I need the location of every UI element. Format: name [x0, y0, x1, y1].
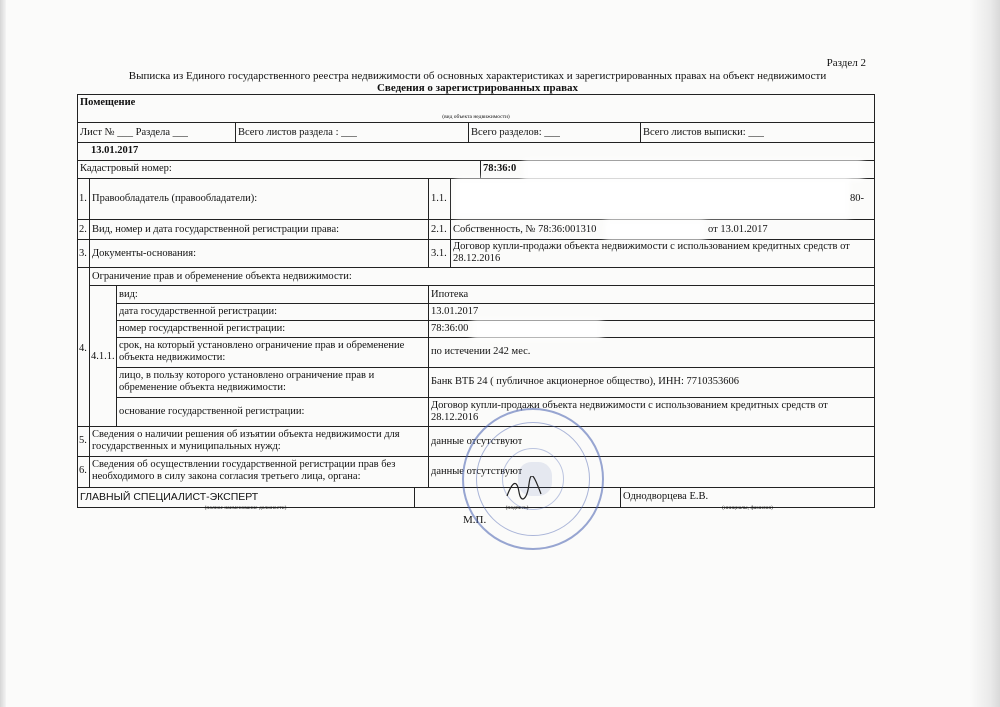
- row-4-sub-number: 4.1.1.: [91, 351, 115, 362]
- extract-date: 13.01.2017: [91, 145, 139, 156]
- encumbrance-item-label: номер государственной регистрации:: [119, 323, 286, 334]
- encumbrance-item-label: вид:: [119, 289, 138, 300]
- documents-label: Документы-основания:: [92, 248, 197, 259]
- registration-date: от 13.01.2017: [708, 224, 768, 235]
- seizure-label: Сведения о наличии решения об изъятии объекта недвижимости для государственных и муниципальных нужд:: [92, 429, 400, 452]
- encumbrance-item-label: лицо, в пользу которого установлено ограничение прав и обременение объекта недвижимости:: [119, 370, 375, 393]
- signature-scribble: [505, 476, 545, 502]
- object-type: Помещение: [80, 97, 136, 108]
- signature-caption: (подпись): [505, 505, 529, 511]
- encumbrance-item-value: 78:36:00: [431, 323, 469, 334]
- consent-value: данные отсутствуют: [431, 466, 523, 477]
- row-2-sub-number: 2.1.: [431, 224, 447, 235]
- row-2-number: 2.: [79, 224, 87, 235]
- object-type-caption: (вид объекта недвижимости): [442, 114, 510, 120]
- section-number: Раздел 2: [826, 57, 866, 69]
- sheet-of-section: Лист № ___ Раздела ___: [80, 127, 189, 138]
- redaction: [528, 164, 858, 176]
- scan-edge-left: [0, 0, 6, 707]
- rights-holder-value-tail: 80-: [850, 193, 864, 204]
- total-sections: Всего разделов: ___: [471, 127, 560, 138]
- scan-edge-right: [970, 0, 1000, 707]
- encumbrance-item-label: дата государственной регистрации:: [119, 306, 278, 317]
- registration-label: Вид, номер и дата государственной регистрации права:: [92, 224, 340, 235]
- seal-label: М.П.: [463, 514, 487, 526]
- encumbrance-item-value: Договор купли-продажи объекта недвижимости с использованием кредитных средств от 28.12.2016: [431, 400, 828, 423]
- cadastral-label: Кадастровый номер:: [80, 163, 172, 174]
- total-section-sheets: Всего листов раздела : ___: [238, 127, 357, 138]
- redaction: [610, 224, 700, 236]
- name-caption: (инициалы, фамилия): [722, 505, 773, 511]
- encumbrance-item-value: 13.01.2017: [431, 306, 479, 317]
- seizure-value: данные отсутствуют: [431, 436, 523, 447]
- position-caption: (полное наименование должности): [204, 505, 287, 511]
- redaction: [477, 324, 597, 335]
- documents-value: Договор купли-продажи объекта недвижимости с использованием кредитных средств от 28.12.2016: [453, 241, 850, 264]
- row-1-sub-number: 1.1.: [431, 193, 447, 204]
- cadastral-number: 78:36:0: [483, 163, 517, 174]
- row-1-number: 1.: [79, 193, 87, 204]
- encumbrance-item-value: по истечении 242 мес.: [431, 346, 531, 357]
- official-name: Однодворцева Е.В.: [623, 491, 709, 502]
- document-title: Выписка из Единого государственного реестра недвижимости об основных характеристиках и зарегистрированных правах на объект недвижимости: [128, 70, 827, 82]
- official-position: ГЛАВНЫЙ СПЕЦИАЛИСТ-ЭКСПЕРТ: [80, 491, 259, 503]
- registration-value: Собственность, № 78:36:001310: [453, 224, 597, 235]
- encumbrance-item-label: срок, на который установлено ограничение прав и обременение объекта недвижимости:: [119, 340, 405, 363]
- encumbrance-label: Ограничение прав и обременение объекта недвижимости:: [92, 271, 352, 282]
- row-6-number: 6.: [79, 465, 87, 476]
- encumbrance-item-value: Ипотека: [431, 289, 469, 300]
- encumbrance-item-label: основание государственной регистрации:: [119, 406, 305, 417]
- row-3-sub-number: 3.1.: [431, 248, 447, 259]
- row-4-number: 4.: [79, 343, 87, 354]
- total-extract-sheets: Всего листов выписки: ___: [643, 127, 765, 138]
- consent-label: Сведения об осуществлении государственной регистрации прав без необходимого в силу закона согласия третьего лица, органа:: [92, 459, 396, 482]
- document-subtitle: Сведения о зарегистрированных правах: [376, 82, 579, 94]
- row-5-number: 5.: [79, 435, 87, 446]
- redaction: [460, 183, 845, 213]
- encumbrance-item-value: Банк ВТБ 24 ( публичное акционерное общество), ИНН: 7710353606: [431, 376, 740, 387]
- row-3-number: 3.: [79, 248, 87, 259]
- rights-holder-label: Правообладатель (правообладатели):: [92, 193, 258, 204]
